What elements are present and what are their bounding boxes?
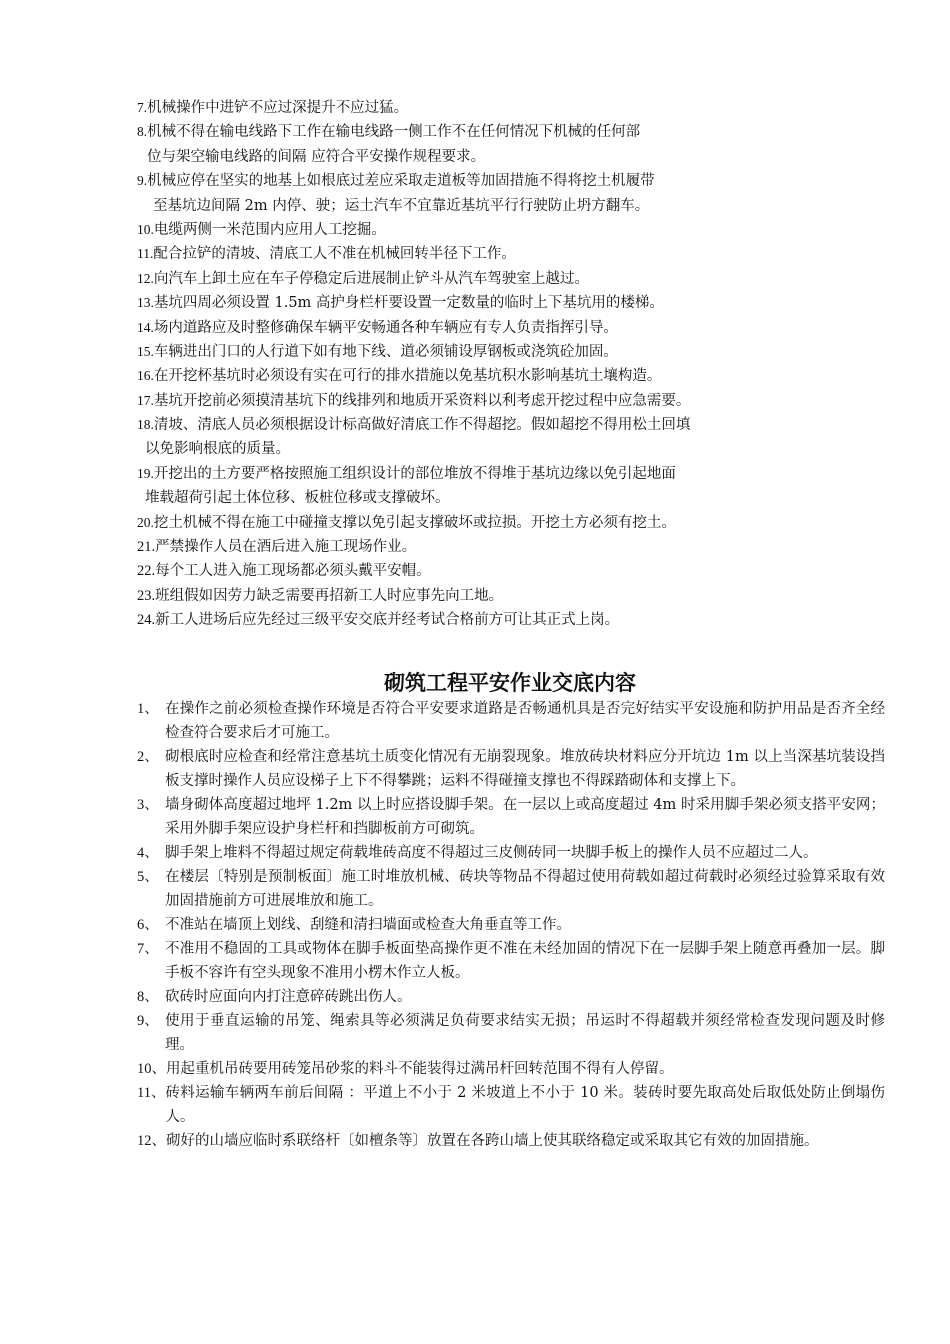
- item-text: 机械不得在输电线路下工作在输电线路一侧工作不在任何情况下机械的任何部: [147, 124, 641, 141]
- list-item: [137, 464, 897, 488]
- list-item: [137, 391, 897, 415]
- item-number: 23.: [137, 587, 156, 604]
- item-text: 向汽车上卸土应在车子停稳定后进展制止铲斗从汽车驾驶室上越过。: [153, 270, 589, 287]
- item-number: 4、: [137, 845, 159, 861]
- list-item: [137, 610, 897, 634]
- item-number: 1、: [137, 701, 159, 717]
- item-number: 11、: [137, 1085, 166, 1101]
- list-item: [137, 513, 897, 537]
- item-number: 10.: [137, 221, 154, 237]
- item-text: 用起重机吊砖要用砖笼吊砂浆的料斗不能装得过满吊杆回转范围不得有人停留。: [166, 1061, 674, 1077]
- item-number: 9.: [137, 173, 148, 189]
- list-item: [137, 561, 897, 585]
- item-text: 机械应停在坚实的地基上如根底过差应采取走道板等加固措施不得将挖土机履带: [147, 173, 655, 190]
- item-text: 清坡、清底人员必须根据设计标高做好清底工作不得超挖。假如超挖不得用松土回填: [153, 417, 691, 434]
- item-number: 20.: [137, 514, 154, 530]
- section-title: 砌筑工程平安作业交底内容: [384, 671, 636, 695]
- item-text: 至基坑边间隔 2m 内停、驶；运土汽车不宜靠近基坑平行行驶防止坍方翻车。: [153, 197, 650, 214]
- list-item-continuation: [137, 196, 897, 220]
- item-number: 15.: [137, 343, 154, 359]
- item-number: 8、: [137, 989, 159, 1005]
- list-item: [137, 537, 897, 561]
- item-number: 22.: [137, 563, 156, 580]
- item-text: 开挖出的土方要严格按照施工组织设计的部位堆放不得堆于基坑边缘以免引起地面: [153, 465, 676, 482]
- item-text: 堆载超荷引起土体位移、板桩位移或支撑破坏。: [145, 490, 450, 507]
- item-text: 在操作之前必须检查操作环境是否符合平安要求道路是否畅通机具是否完好结实平安设施和防护用品是否齐全经检查符合要求后才可施工。: [165, 701, 885, 741]
- list-item: [137, 1009, 885, 1057]
- item-text: 基坑四周必须设置 1.5m 高护身栏杆要设置一定数量的临时上下基坑用的楼梯。: [153, 295, 664, 312]
- item-text: 挖土机械不得在施工中碰撞支撑以免引起支撑破坏或拉损。开挖土方必须有挖土。: [153, 514, 676, 531]
- item-text: 不准站在墙顶上划线、刮缝和清扫墙面或检查大角垂直等工作。: [165, 917, 571, 933]
- list-item: [137, 98, 897, 122]
- item-number: 11.: [137, 246, 154, 262]
- item-number: 18.: [137, 417, 154, 433]
- item-text: 以免影响根底的质量。: [145, 441, 290, 458]
- list-item: [137, 745, 885, 793]
- item-number: 7、: [137, 941, 159, 957]
- list-item: [137, 913, 885, 937]
- list-item-continuation: [137, 488, 897, 512]
- item-text: 在楼层〔特别是预制板面〕施工时堆放机械、砖块等物品不得超过使用荷载如超过荷载时必须经过验算采取有效加固措施前方可进展堆放和施工。: [165, 869, 885, 909]
- item-text: 墙身砌体高度超过地坪 1.2m 以上时应搭设脚手架。在一层以上或高度超过 4m 时采用脚手架必须支搭平安网；采用外脚手架应设护身栏杆和挡脚板前方可砌筑。: [165, 797, 885, 837]
- item-text: 严禁操作人员在酒后进入施工现场作业。: [155, 539, 417, 556]
- item-text: 班组假如因劳力缺乏需要再招新工人时应事先向工地。: [155, 587, 504, 604]
- item-number: 6、: [137, 917, 159, 933]
- list-item: [137, 171, 897, 195]
- item-number: 13.: [137, 295, 154, 311]
- masonry-safety-list: [137, 697, 885, 1153]
- item-text: 车辆进出门口的人行道下如有地下线、道必须铺设厚钢板或浇筑砼加固。: [153, 343, 618, 360]
- list-item: [137, 586, 897, 610]
- list-item: [137, 415, 897, 439]
- item-text: 使用于垂直运输的吊笼、绳索具等必须满足负荷要求结实无损；吊运时不得超载并须经常检查发现问题及时修理。: [165, 1013, 885, 1053]
- earthwork-safety-list: [137, 98, 897, 635]
- item-number: 21.: [137, 539, 156, 556]
- list-item: [137, 1057, 885, 1081]
- item-text: 位与架空输电线路的间隔 应符合平安操作规程要求。: [147, 148, 486, 165]
- item-text: 不准用不稳固的工具或物体在脚手板面垫高操作更不准在未经加固的情况下在一层脚手架上随意再叠加一层。脚手板不容许有空头现象不准用小楞木作立人板。: [165, 941, 885, 981]
- list-item-continuation: [137, 147, 897, 171]
- item-text: 每个工人进入施工现场都必须头戴平安帽。: [155, 563, 431, 580]
- item-text: 砖料运输车辆两车前后间隔 ：平道上不小于 2 米坡道上不小于 10 米。装砖时要先取高处后取低处防止倒塌伤人。: [165, 1085, 885, 1125]
- item-number: 2、: [137, 749, 159, 765]
- item-number: 12、: [137, 1133, 166, 1149]
- item-number: 16.: [137, 368, 154, 384]
- item-text: 机械操作中进铲不应过深提升不应过猛。: [147, 100, 409, 116]
- list-item: [137, 865, 885, 913]
- list-item: [137, 122, 897, 146]
- item-number: 10、: [137, 1061, 166, 1077]
- list-item: [137, 293, 897, 317]
- item-number: 5、: [137, 869, 159, 885]
- item-number: 7.: [137, 100, 148, 115]
- list-item: [137, 1081, 885, 1129]
- item-number: 24.: [137, 612, 156, 629]
- item-text: 砌根底时应检查和经常注意基坑土质变化情况有无崩裂现象。堆放砖块材料应分开坑边 1m 以上当深基坑装设挡板支撑时操作人员应设梯子上下不得攀跳；运料不得碰撞支撑也不得踩踏砌体和支撑上下。: [165, 749, 885, 789]
- item-number: 9、: [137, 1013, 159, 1029]
- item-number: 19.: [137, 465, 154, 481]
- list-item-continuation: [137, 439, 897, 463]
- list-item: [137, 697, 885, 745]
- list-item: [137, 841, 885, 865]
- item-number: 14.: [137, 319, 154, 335]
- item-number: 8.: [137, 124, 148, 140]
- item-text: 砌好的山墙应临时系联络杆〔如檀条等〕放置在各跨山墙上使其联络稳定或采取其它有效的加固措施。: [166, 1133, 819, 1149]
- item-text: 场内道路应及时整修确保车辆平安畅通各种车辆应有专人负责指挥引导。: [153, 319, 618, 336]
- list-item: [137, 793, 885, 841]
- item-number: 12.: [137, 270, 154, 286]
- item-text: 新工人进场后应先经过三级平安交底并经考试合格前方可让其正式上岗。: [155, 612, 620, 629]
- list-item: [137, 342, 897, 366]
- list-item: [137, 220, 897, 244]
- item-text: 脚手架上堆料不得超过规定荷载堆砖高度不得超过三皮侧砖同一块脚手板上的操作人员不应超过二人。: [165, 845, 818, 861]
- list-item: [137, 244, 897, 268]
- item-number: 17.: [137, 392, 154, 408]
- list-item: [137, 985, 885, 1009]
- list-item: [137, 1129, 885, 1153]
- item-text: 砍砖时应面向内打注意碎砖跳出伤人。: [165, 989, 412, 1005]
- list-item: [137, 318, 897, 342]
- item-text: 基坑开挖前必须摸清基坑下的线排列和地质开采资料以利考虑开挖过程中应急需要。: [153, 392, 691, 409]
- item-text: 配合拉铲的清坡、清底工人不准在机械回转半径下工作。: [153, 246, 516, 263]
- item-text: 在开挖杯基坑时必须设有实在可行的排水措施以免基坑积水影响基坑土壤构造。: [153, 368, 662, 385]
- list-item: [137, 269, 897, 293]
- list-item: [137, 937, 885, 985]
- list-item: [137, 366, 897, 390]
- item-text: 电缆两侧一米范围内应用人工挖掘。: [153, 221, 386, 238]
- item-number: 3、: [137, 797, 159, 813]
